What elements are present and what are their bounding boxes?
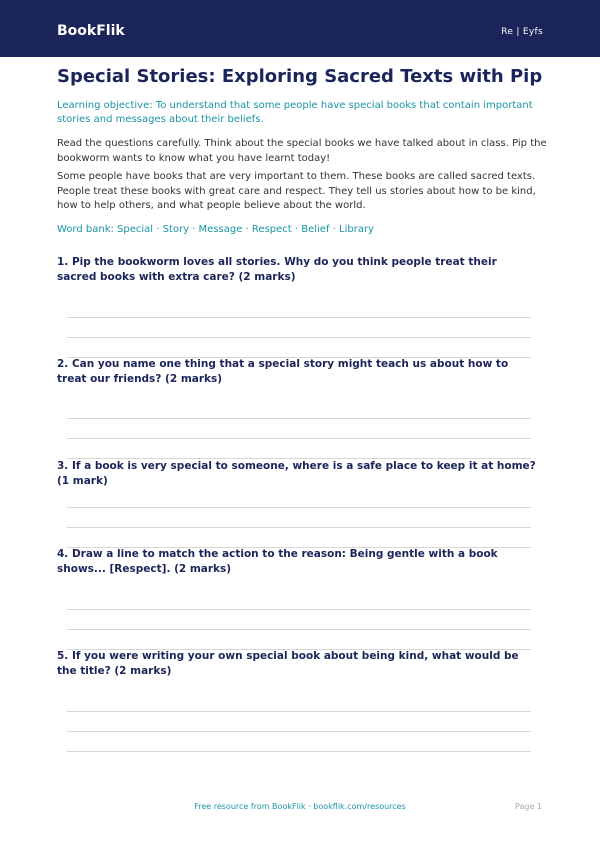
answer-line[interactable] — [67, 337, 531, 338]
answer-line[interactable] — [67, 418, 531, 419]
answer-line[interactable] — [67, 527, 531, 528]
answer-line[interactable] — [67, 731, 531, 732]
header-bar — [0, 0, 600, 57]
info-paragraph: Some people have books that are very important to them. These books are called sacred texts. People treat these books with great care and respect. They tell us stories about how to be kind, how to help others, and what people believe about the world. — [57, 171, 536, 211]
footer-text[interactable]: Free resource from BookFlik · bookflik.com/resources — [194, 802, 406, 811]
answer-line[interactable] — [67, 609, 531, 610]
answer-line[interactable] — [67, 711, 531, 712]
page-title: Special Stories: Exploring Sacred Texts with Pip — [57, 66, 543, 87]
answer-line[interactable] — [67, 317, 531, 318]
intro-paragraph: Read the questions carefully. Think about the special books we have talked about in class. Pip the bookworm wants to know what you have learnt today! — [57, 138, 547, 164]
word-bank: Word bank: Special · Story · Message · Respect · Belief · Library — [57, 224, 374, 235]
answer-line[interactable] — [67, 507, 531, 508]
header-meta: Re | Eyfs — [501, 27, 543, 37]
page-number: Page 1 — [515, 802, 542, 811]
answer-line[interactable] — [67, 751, 531, 752]
brand-logo[interactable]: BookFlik — [57, 23, 125, 39]
learning-objective: Learning objective: To understand that some people have special books that contain important stories and messages about their beliefs. — [57, 100, 533, 125]
question-1: 1. Pip the bookworm loves all stories. Why do you think people treat their sacred books with extra care? (2 marks) — [57, 256, 497, 283]
question-2: 2. Can you name one thing that a special story might teach us about how to treat our friends? (2 marks) — [57, 358, 509, 385]
question-4: 4. Draw a line to match the action to the reason: Being gentle with a book shows... [Respect]. (2 marks) — [57, 548, 498, 575]
question-3: 3. If a book is very special to someone, where is a safe place to keep it at home? (1 mark) — [57, 460, 536, 487]
question-5: 5. If you were writing your own special book about being kind, what would be the title? (2 marks) — [57, 650, 519, 677]
answer-line[interactable] — [67, 438, 531, 439]
answer-line[interactable] — [67, 629, 531, 630]
